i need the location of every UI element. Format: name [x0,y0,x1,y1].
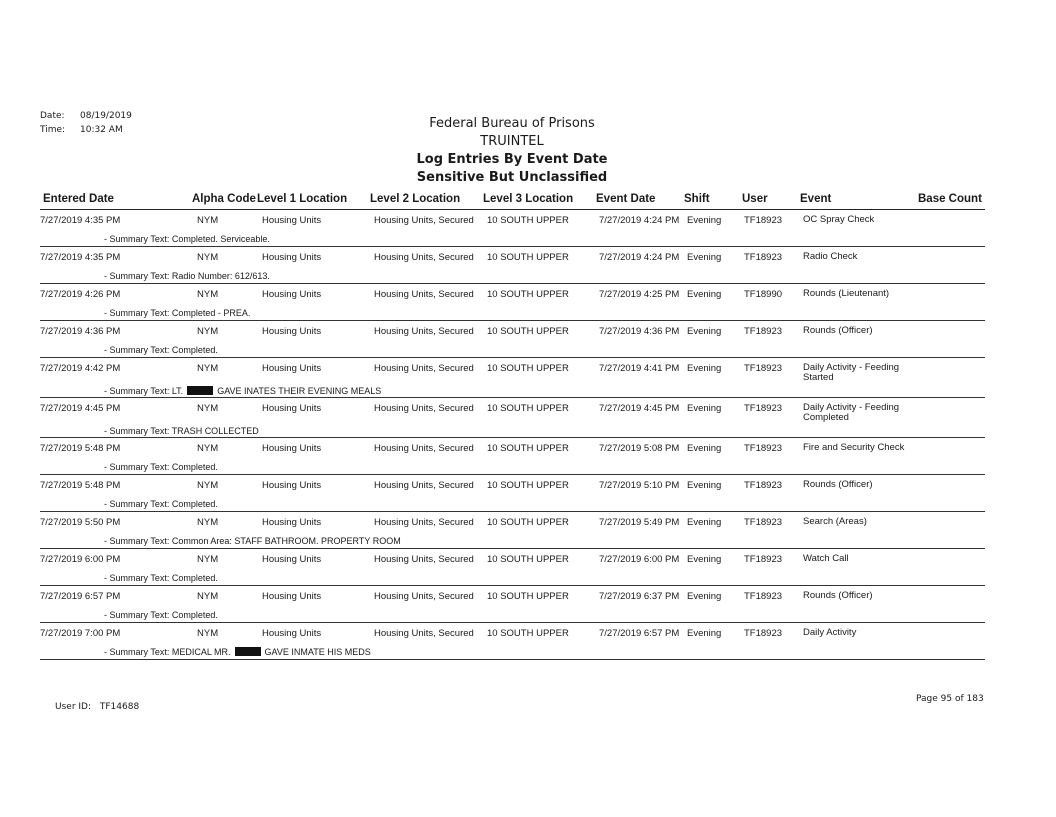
event-cell: Radio Check [803,251,858,262]
event-cell: Fire and Security Check [803,442,905,453]
summary-text-part: - Summary Text: Completed - PREA. [104,308,251,318]
summary-text [104,234,270,244]
level1-location-cell: Housing Units [262,403,322,414]
col-event: Event [800,193,832,205]
level3-location-cell: 10 SOUTH UPPER [487,443,569,454]
event-date-cell: 7/27/2019 6:57 PM [599,628,680,639]
alpha-code-cell: NYM [197,252,219,263]
event-cell: Rounds (Officer) [803,590,873,601]
level1-location-cell: Housing Units [262,215,322,226]
level1-location-cell: Housing Units [262,554,322,565]
shift-cell: Evening [687,480,722,491]
level3-location-cell: 10 SOUTH UPPER [487,403,569,414]
col-level2: Level 2 Location [370,193,461,205]
date-value: 08/19/2019 [80,111,132,121]
time-value: 10:32 AM [80,125,123,135]
level1-location-cell: Housing Units [262,289,322,300]
entered-date-cell: 7/27/2019 4:35 PM [40,215,121,226]
event-date-cell: 7/27/2019 4:41 PM [599,363,680,374]
event-cell: Rounds (Officer) [803,479,873,490]
level2-location-cell: Housing Units, Secured [374,628,474,639]
level1-location-cell: Housing Units [262,363,322,374]
entered-date-cell: 7/27/2019 6:00 PM [40,554,121,565]
event-date-cell: 7/27/2019 6:00 PM [599,554,680,565]
user-cell: TF18923 [744,554,783,565]
summary-text [104,573,218,583]
col-user: User [742,193,768,205]
entered-date-cell: 7/27/2019 5:48 PM [40,480,121,491]
level1-location-cell: Housing Units [262,443,322,454]
level2-location-cell: Housing Units, Secured [374,591,474,602]
event-date-cell: 7/27/2019 5:49 PM [599,517,680,528]
level1-location-cell: Housing Units [262,517,322,528]
event-date-cell: 7/27/2019 4:24 PM [599,215,680,226]
user-cell: TF18923 [744,252,783,263]
level3-location-cell: 10 SOUTH UPPER [487,554,569,565]
redaction-block [235,647,261,656]
event-cell: Rounds (Officer) [803,325,873,336]
log-entry-row [40,623,985,660]
level3-location-cell: 10 SOUTH UPPER [487,517,569,528]
entered-date-cell: 7/27/2019 6:57 PM [40,591,121,602]
event-cell: Watch Call [803,553,849,564]
level2-location-cell: Housing Units, Secured [374,252,474,263]
user-id-value: TF14688 [99,702,140,712]
shift-cell: Evening [687,363,722,374]
summary-text [104,426,259,436]
entered-date-cell: 7/27/2019 4:36 PM [40,326,121,337]
redaction-block [187,386,213,395]
user-cell: TF18923 [744,215,783,226]
alpha-code-cell: NYM [197,480,219,491]
event-date-cell: 7/27/2019 5:10 PM [599,480,680,491]
event-cell: Daily Activity - Feeding Started [803,362,900,383]
date-label: Date: [40,111,65,121]
user-cell: TF18923 [744,480,783,491]
summary-text-part: - Summary Text: Completed. Serviceable. [104,234,270,244]
event-cell: Rounds (Lieutenant) [803,288,890,299]
level3-location-cell: 10 SOUTH UPPER [487,252,569,263]
shift-cell: Evening [687,252,722,263]
alpha-code-cell: NYM [197,326,219,337]
summary-text-part: - Summary Text: Completed. [104,573,218,583]
classification: Sensitive But Unclassified [416,170,608,185]
entered-date-cell: 7/27/2019 4:42 PM [40,363,121,374]
user-cell: TF18923 [744,443,783,454]
level3-location-cell: 10 SOUTH UPPER [487,289,569,300]
level3-location-cell: 10 SOUTH UPPER [487,480,569,491]
col-entered-date: Entered Date [43,193,114,205]
level2-location-cell: Housing Units, Secured [374,554,474,565]
summary-text-part: - Summary Text: Radio Number: 612/613. [104,271,270,281]
report-title-block [412,115,612,187]
level1-location-cell: Housing Units [262,252,322,263]
level3-location-cell: 10 SOUTH UPPER [487,591,569,602]
alpha-code-cell: NYM [197,215,219,226]
entered-date-cell: 7/27/2019 4:35 PM [40,252,121,263]
log-entry-row [40,247,985,284]
entered-date-cell: 7/27/2019 5:48 PM [40,443,121,454]
col-alpha-code: Alpha Code [192,193,256,205]
col-event-date: Event Date [596,193,656,205]
summary-text [104,499,218,509]
table-header [40,187,985,210]
summary-text [104,308,250,318]
event-date-cell: 7/27/2019 4:45 PM [599,403,680,414]
shift-cell: Evening [687,628,722,639]
shift-cell: Evening [687,517,722,528]
summary-text-part: - Summary Text: MEDICAL MR. [104,647,231,657]
shift-cell: Evening [687,443,722,454]
entered-date-cell: 7/27/2019 4:26 PM [40,289,121,300]
level2-location-cell: Housing Units, Secured [374,517,474,528]
log-entry-row [40,321,985,358]
user-id-label: User ID: [55,702,91,712]
footer-user-id [55,702,139,712]
event-cell: Daily Activity [803,627,857,638]
level2-location-cell: Housing Units, Secured [374,363,474,374]
col-base-count: Base Count [918,193,982,205]
shift-cell: Evening [687,215,722,226]
system-name: TRUINTEL [480,134,544,149]
summary-text-part: - Summary Text: TRASH COLLECTED [104,426,259,436]
summary-text [104,271,270,281]
shift-cell: Evening [687,403,722,414]
log-entry-row [40,210,985,247]
user-cell: TF18923 [744,517,783,528]
user-cell: TF18923 [744,628,783,639]
alpha-code-cell: NYM [197,289,219,300]
level1-location-cell: Housing Units [262,326,322,337]
log-entries [40,210,985,660]
level2-location-cell: Housing Units, Secured [374,443,474,454]
level3-location-cell: 10 SOUTH UPPER [487,215,569,226]
level1-location-cell: Housing Units [262,480,322,491]
entered-date-cell: 7/27/2019 7:00 PM [40,628,121,639]
alpha-code-cell: NYM [197,443,219,454]
summary-text [104,386,381,396]
level2-location-cell: Housing Units, Secured [374,326,474,337]
col-level1: Level 1 Location [257,193,348,205]
level1-location-cell: Housing Units [262,591,322,602]
alpha-code-cell: NYM [197,591,219,602]
summary-text-part: - Summary Text: Completed. [104,610,218,620]
alpha-code-cell: NYM [197,554,219,565]
shift-cell: Evening [687,289,722,300]
summary-text [104,536,401,546]
report-date [40,111,132,121]
report-name: Log Entries By Event Date [416,152,608,167]
user-cell: TF18923 [744,363,783,374]
log-entry-row [40,398,985,438]
log-entry-row [40,549,985,586]
shift-cell: Evening [687,591,722,602]
user-cell: TF18923 [744,403,783,414]
summary-text-part: - Summary Text: Completed. [104,462,218,472]
log-entry-row [40,586,985,623]
report-time [40,125,123,135]
log-entry-row [40,358,985,398]
user-cell: TF18990 [744,289,783,300]
log-entry-row [40,512,985,549]
summary-text-part: GAVE INMATE HIS MEDS [264,647,371,657]
summary-text-part: - Summary Text: Completed. [104,499,218,509]
summary-text-part: GAVE INATES THEIR EVENING MEALS [217,386,382,396]
event-date-cell: 7/27/2019 4:36 PM [599,326,680,337]
event-date-cell: 7/27/2019 5:08 PM [599,443,680,454]
entered-date-cell: 7/27/2019 5:50 PM [40,517,121,528]
level3-location-cell: 10 SOUTH UPPER [487,326,569,337]
event-cell: Search (Areas) [803,516,867,527]
event-cell: OC Spray Check [803,214,875,225]
col-shift: Shift [684,193,710,205]
level2-location-cell: Housing Units, Secured [374,480,474,491]
row-divider [40,659,985,660]
page-number: Page 95 of 183 [916,694,984,704]
summary-text [104,345,218,355]
user-cell: TF18923 [744,326,783,337]
level2-location-cell: Housing Units, Secured [374,289,474,300]
summary-text [104,647,371,657]
level3-location-cell: 10 SOUTH UPPER [487,363,569,374]
event-date-cell: 7/27/2019 6:37 PM [599,591,680,602]
summary-text [104,610,218,620]
alpha-code-cell: NYM [197,403,219,414]
user-cell: TF18923 [744,591,783,602]
log-entry-row [40,438,985,475]
entered-date-cell: 7/27/2019 4:45 PM [40,403,121,414]
summary-text-part: - Summary Text: LT. [104,386,184,396]
time-label: Time: [40,125,66,135]
summary-text-part: - Summary Text: Completed. [104,345,218,355]
log-entry-row [40,284,985,321]
event-cell: Daily Activity - Feeding Completed [803,402,900,423]
alpha-code-cell: NYM [197,517,219,528]
event-date-cell: 7/27/2019 4:25 PM [599,289,680,300]
col-level3: Level 3 Location [483,193,574,205]
shift-cell: Evening [687,326,722,337]
alpha-code-cell: NYM [197,628,219,639]
org-name: Federal Bureau of Prisons [429,116,595,131]
level2-location-cell: Housing Units, Secured [374,403,474,414]
level3-location-cell: 10 SOUTH UPPER [487,628,569,639]
level2-location-cell: Housing Units, Secured [374,215,474,226]
summary-text [104,462,218,472]
summary-text-part: - Summary Text: Common Area: STAFF BATHROOM. PROPERTY ROOM [104,536,401,546]
shift-cell: Evening [687,554,722,565]
log-entry-row [40,475,985,512]
alpha-code-cell: NYM [197,363,219,374]
event-date-cell: 7/27/2019 4:24 PM [599,252,680,263]
level1-location-cell: Housing Units [262,628,322,639]
